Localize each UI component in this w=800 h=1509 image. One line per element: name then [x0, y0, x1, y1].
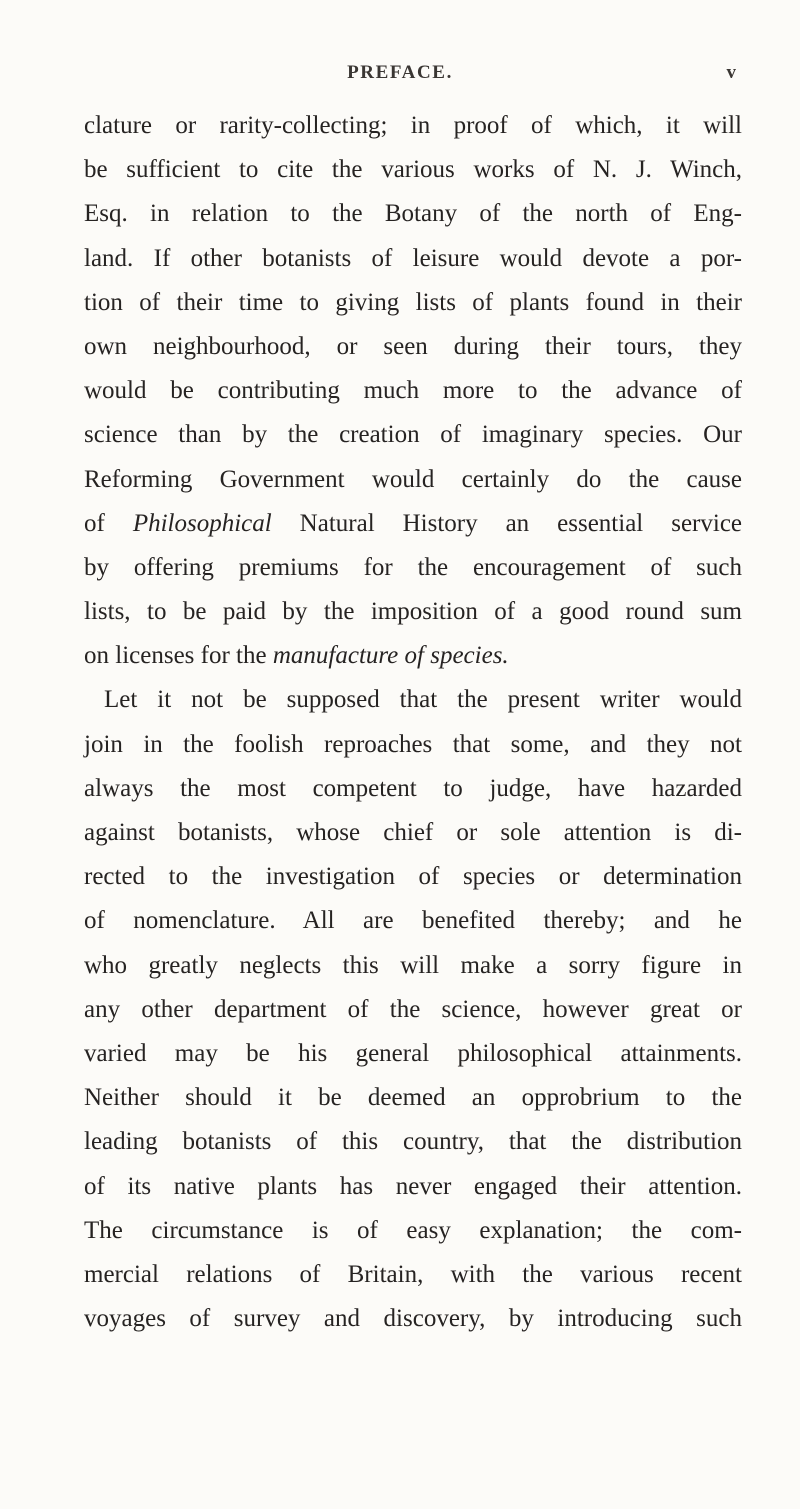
text-segment: mercial relations of Britain, with the various recent [84, 1260, 742, 1288]
text-line [84, 237, 742, 281]
text-line [84, 678, 742, 722]
text-segment: on licenses for the [84, 642, 273, 670]
text-line [84, 369, 742, 413]
page-header [0, 62, 800, 92]
text-segment: by offering premiums for the encouragement of such [84, 553, 742, 581]
text-segment: against botanists, whose chief or sole attention is di- [84, 819, 742, 846]
text-segment: land. If other botanists of leisure would devote a por- [84, 244, 742, 272]
text-segment: tion of their time to giving lists of plants found in their [84, 288, 742, 316]
text-segment: The circumstance is of easy explanation; the com- [84, 1216, 742, 1244]
text-segment: of its native plants has never engaged their attention. [84, 1172, 742, 1200]
text-line [84, 546, 742, 590]
text-segment: Neither should it be deemed an opprobrium to the [84, 1084, 742, 1112]
text-line [84, 634, 742, 678]
text-segment: lists, to be paid by the imposition of a good round sum [84, 598, 742, 626]
text-segment: Natural History an essential service [271, 509, 743, 537]
text-segment: rected to the investigation of species or determination [84, 863, 742, 891]
text-line [84, 590, 742, 634]
text-line [84, 1076, 742, 1120]
page-number: v [726, 62, 736, 83]
italic-text: manufacture of species. [272, 642, 509, 670]
text-line [84, 148, 742, 192]
text-line [84, 1165, 742, 1209]
text-line [84, 502, 742, 546]
text-segment: any other department of the science, however great or [84, 995, 742, 1023]
running-head: PREFACE. [347, 62, 453, 83]
body-text [84, 104, 742, 1341]
text-segment: own neighbourhood, or seen during their tours, they [84, 332, 742, 360]
text-line [84, 988, 742, 1032]
text-segment: Esq. in relation to the Botany of the north of Eng- [84, 200, 742, 228]
text-segment: be sufficient to cite the various works of N. J. Winch, [84, 156, 742, 184]
text-line [84, 723, 742, 767]
text-line [84, 1120, 742, 1164]
italic-text: Philosophical [132, 509, 272, 537]
text-segment: voyages of survey and discovery, by introducing such [84, 1305, 742, 1333]
text-segment: always the most competent to judge, have hazarded [84, 774, 742, 802]
text-line [84, 192, 742, 236]
text-segment: who greatly neglects this will make a sorry figure in [84, 951, 742, 979]
text-segment: science than by the creation of imaginary species. Our [84, 421, 742, 449]
text-line [84, 1297, 742, 1341]
text-segment: would be contributing much more to the advance of [84, 377, 742, 405]
text-line [84, 325, 742, 369]
text-segment: Let it not be supposed that the present writer would [104, 686, 742, 714]
text-line [84, 855, 742, 899]
text-line [84, 1032, 742, 1076]
text-segment: clature or rarity-collecting; in proof of which, it will [84, 112, 742, 139]
text-segment: of [84, 509, 133, 537]
text-segment: of nomenclature. All are benefited thereby; and he [84, 907, 742, 935]
text-segment: Reforming Government would certainly do the cause [84, 465, 742, 493]
text-segment: leading botanists of this country, that the distribution [84, 1128, 742, 1156]
text-line [84, 281, 742, 325]
text-line [84, 944, 742, 988]
text-line [84, 811, 742, 855]
text-line [84, 1209, 742, 1253]
text-line [84, 413, 742, 457]
text-line [84, 899, 742, 943]
text-segment: join in the foolish reproaches that some, and they not [84, 730, 742, 758]
text-line [84, 104, 742, 148]
text-line [84, 458, 742, 502]
text-line [84, 1253, 742, 1297]
text-segment: varied may be his general philosophical attainments. [84, 1039, 742, 1067]
text-line [84, 767, 742, 811]
